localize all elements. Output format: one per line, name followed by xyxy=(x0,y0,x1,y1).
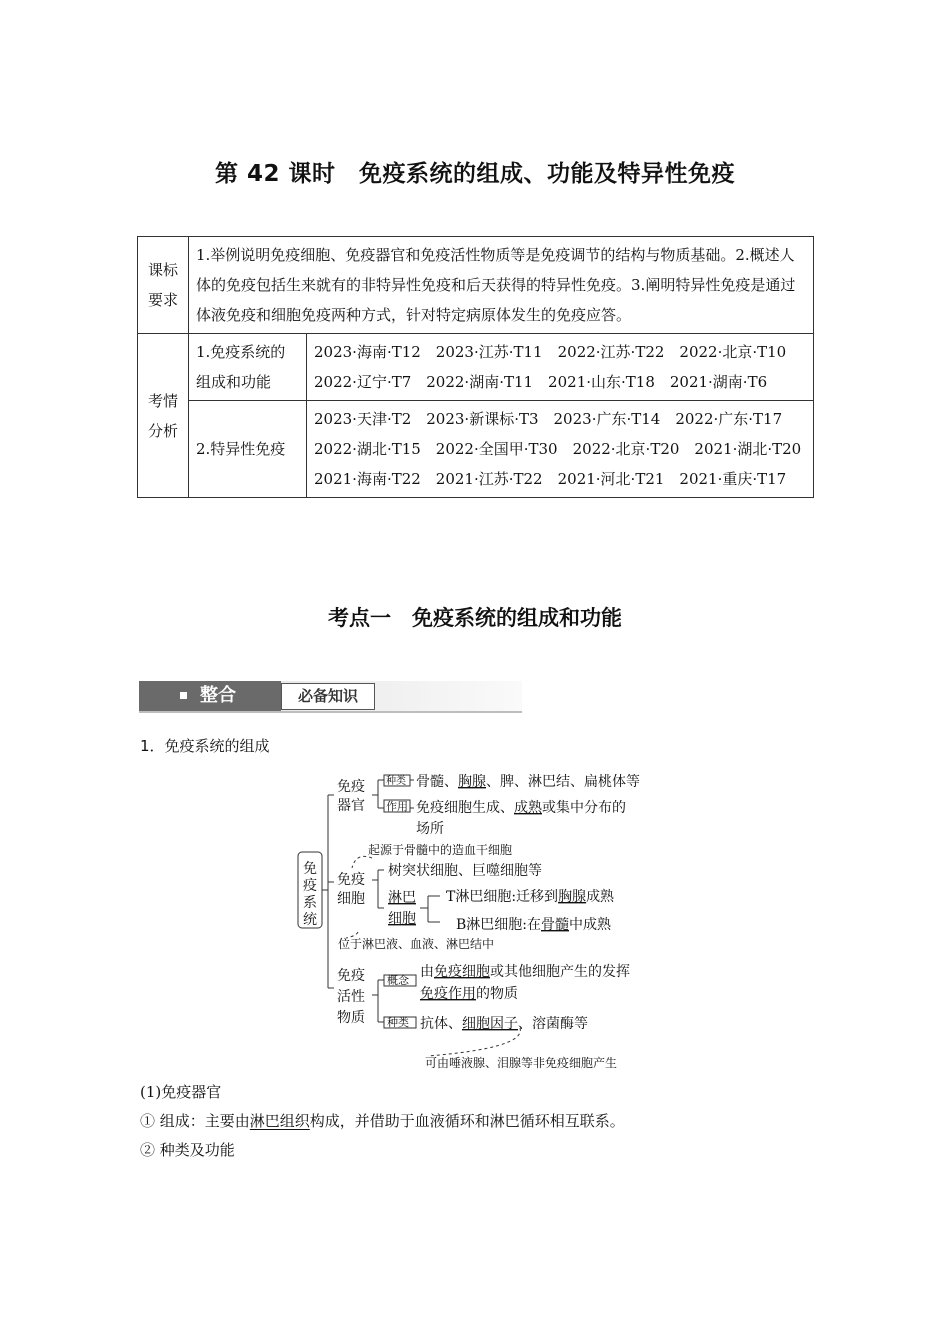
cell-bracket xyxy=(372,870,384,908)
table-row xyxy=(138,237,814,334)
paragraph xyxy=(140,1110,625,1131)
organ-label: 器官 xyxy=(337,798,365,814)
analysis-label: 考情分析 xyxy=(138,334,189,498)
active-label: 免疫 xyxy=(337,968,365,984)
immune-system-diagram xyxy=(290,760,670,1075)
topic-2: 2.特异性免疫 xyxy=(189,401,307,498)
exam-line: 2023·天津·T2 2023·新课标·T3 2023·广东·T14 2022·广东·T17 xyxy=(314,410,783,428)
subsection-heading: 1．免疫系统的组成 xyxy=(140,737,270,755)
page-title: 第 42 课时 免疫系统的组成、功能及特异性免疫 xyxy=(214,161,736,187)
banner-main xyxy=(139,681,281,713)
cell-label: 免疫 xyxy=(337,872,365,888)
active-bracket xyxy=(372,980,384,1022)
req-label: 课标要求 xyxy=(138,237,189,334)
knowledge-banner xyxy=(139,681,522,713)
exams-1 xyxy=(307,334,814,401)
concept-text-2: 免疫作用的物质 xyxy=(420,986,518,1002)
req-text: 1.举例说明免疫细胞、免疫器官和免疫活性物质等是免疫调节的结构与物质基础。2.概述人体的免疫包括生来就有的非特异性免疫和后天获得的特异性免疫。3.阐明特异性免疫是通过体液免疫和细胞免疫两种方式，针对特定病原体发生的免疫应答。 xyxy=(189,237,814,334)
exams-2 xyxy=(307,401,814,498)
organ-kind-tag: 种类 xyxy=(386,776,406,787)
kind-arrow xyxy=(428,1028,520,1056)
lymph-label: 细胞 xyxy=(388,911,416,927)
lymph-bracket xyxy=(420,896,440,922)
topic-1: 1.免疫系统的组成和功能 xyxy=(189,334,307,401)
active-label: 活性 xyxy=(337,989,365,1005)
active-label: 物质 xyxy=(337,1010,365,1026)
kind2-tag: 种类 xyxy=(387,1016,409,1029)
organ-kind-text: 骨髓、胸腺、脾、淋巴结、扁桃体等 xyxy=(416,774,640,790)
exam-line: 2022·湖北·T15 2022·全国甲·T30 2022·北京·T20 2021·湖北·T20 xyxy=(314,440,802,458)
main-bracket xyxy=(322,795,334,988)
curriculum-table xyxy=(137,236,814,498)
blank-answer: 淋巴组织 xyxy=(249,1112,310,1130)
organ-bracket xyxy=(372,780,384,808)
organ-func-tag: 作用 xyxy=(386,800,408,813)
lymph-label: 淋巴 xyxy=(388,890,416,906)
banner-main-label: 整合 xyxy=(200,685,236,706)
origin-arrow xyxy=(352,856,372,868)
cell-label: 细胞 xyxy=(337,891,365,907)
exam-line: 2021·海南·T22 2021·江苏·T22 2021·河北·T21 2021·重庆·T17 xyxy=(314,470,787,488)
root-char: 免 xyxy=(303,861,317,877)
organ-func-text-2: 场所 xyxy=(416,821,444,837)
origin-note: 起源于骨髓中的造血干细胞 xyxy=(368,843,513,857)
exam-line: 2023·海南·T12 2023·江苏·T11 2022·江苏·T22 2022·北京·T10 xyxy=(314,343,787,361)
kind2-text: 抗体、细胞因子、溶菌酶等 xyxy=(420,1016,588,1032)
section-title: 考点一 免疫系统的组成和功能 xyxy=(328,606,622,630)
text: 构成，并借助于血液循环和淋巴循环相互联系。 xyxy=(309,1112,625,1130)
organ-func-text: 免疫细胞生成、成熟或集中分布的 xyxy=(416,800,626,816)
kind-note: 可由唾液腺、泪腺等非免疫细胞产生 xyxy=(425,1056,618,1070)
t-cell-text: T淋巴细胞:迁移到胸腺成熟 xyxy=(446,889,615,905)
lymph-note: 位于淋巴液、血液、淋巴结中 xyxy=(338,937,495,951)
table-row xyxy=(138,401,814,498)
banner-underline xyxy=(139,711,522,713)
root-char: 统 xyxy=(303,912,317,928)
organ-label: 免疫 xyxy=(337,779,365,795)
paragraph: ② 种类及功能 xyxy=(140,1141,235,1159)
square-icon xyxy=(180,692,187,699)
concept-text: 由免疫细胞或其他细胞产生的发挥 xyxy=(420,964,630,980)
root-char: 疫 xyxy=(303,878,317,894)
text: ① 组成：主要由 xyxy=(140,1112,250,1130)
cell-kind-text: 树突状细胞、巨噬细胞等 xyxy=(388,863,542,879)
root-char: 系 xyxy=(303,895,317,911)
paragraph: (1)免疫器官 xyxy=(140,1083,222,1101)
exam-line: 2022·辽宁·T7 2022·湖南·T11 2021·山东·T18 2021·湖南·T6 xyxy=(314,373,768,391)
banner-tag: 必备知识 xyxy=(281,683,375,710)
table-row xyxy=(138,334,814,401)
concept-tag: 概念 xyxy=(387,974,409,987)
b-cell-text: B淋巴细胞:在骨髓中成熟 xyxy=(456,917,612,933)
